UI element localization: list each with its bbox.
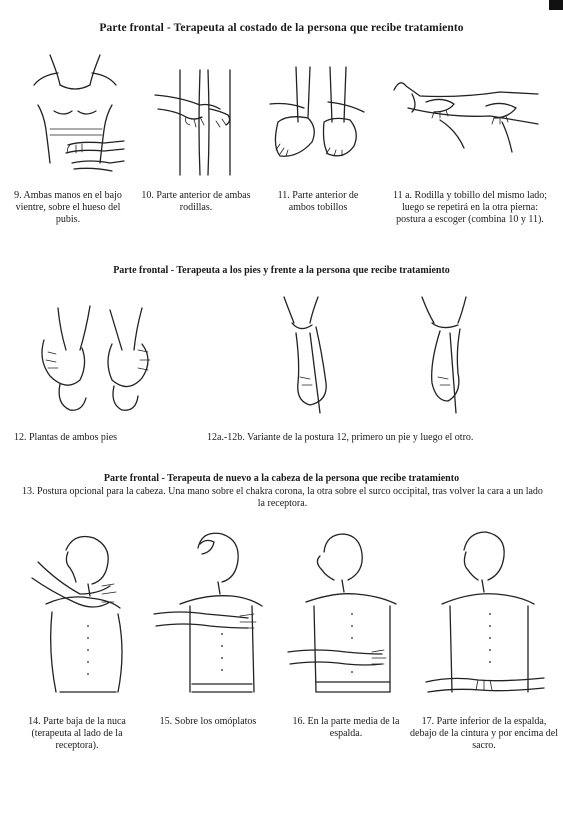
- caption-11: 11. Parte anterior de ambos tobillos: [277, 190, 359, 213]
- caption-10: 10. Parte anterior de ambas rodillas.: [141, 190, 251, 213]
- caption-12a-12b: 12a.-12b. Variante de la postura 12, primero un pie y luego el otro.: [207, 432, 474, 443]
- hands-on-knees-icon: [150, 65, 245, 180]
- hands-on-mid-back-icon: [286, 522, 416, 712]
- caption-9: 9. Ambas manos en el bajo vientre, sobre el hueso del pubis.: [14, 190, 122, 225]
- section-1-title: Parte frontal - Terapeuta al costado de la persona que recibe tratamiento: [99, 22, 464, 34]
- hands-on-lower-back-icon: [420, 522, 554, 712]
- section-2-title: Parte frontal - Terapeuta a los pies y frente a la persona que recibe tratamiento: [113, 265, 450, 276]
- hands-on-soles-icon: [30, 300, 170, 420]
- caption-15: 15. Sobre los omóplatos: [159, 716, 257, 727]
- caption-11a: 11 a. Rodilla y tobillo del mismo lado; luego se repetirá en la otra pierna: postura a escoger (combina 10 y 11).: [392, 190, 548, 225]
- hands-on-single-foot-icon: [270, 293, 520, 423]
- scan-corner-mark: [549, 0, 563, 10]
- section-3-title: Parte frontal - Terapeuta de nuevo a la cabeza de la persona que recibe tratamiento: [103, 473, 460, 484]
- caption-17: 17. Parte inferior de la espalda, debajo de la cintura y por encima del sacro.: [410, 716, 558, 751]
- hands-on-lower-abdomen-icon: [20, 45, 130, 185]
- caption-16: 16. En la parte media de la espalda.: [292, 716, 400, 739]
- hands-on-knee-and-ankle-icon: [390, 72, 540, 157]
- hands-on-ankles-icon: [268, 62, 368, 182]
- caption-12: 12. Plantas de ambos pies: [14, 432, 118, 443]
- note-13: 13. Postura opcional para la cabeza. Una mano sobre el chakra corona, la otra sobre el surco occipital, tras volver la cara a un lado la receptora.: [22, 486, 543, 509]
- hands-on-neck-icon: [18, 522, 146, 712]
- caption-14: 14. Parte baja de la nuca (terapeuta al lado de la receptora).: [28, 716, 126, 751]
- hands-on-shoulder-blades-icon: [150, 522, 280, 712]
